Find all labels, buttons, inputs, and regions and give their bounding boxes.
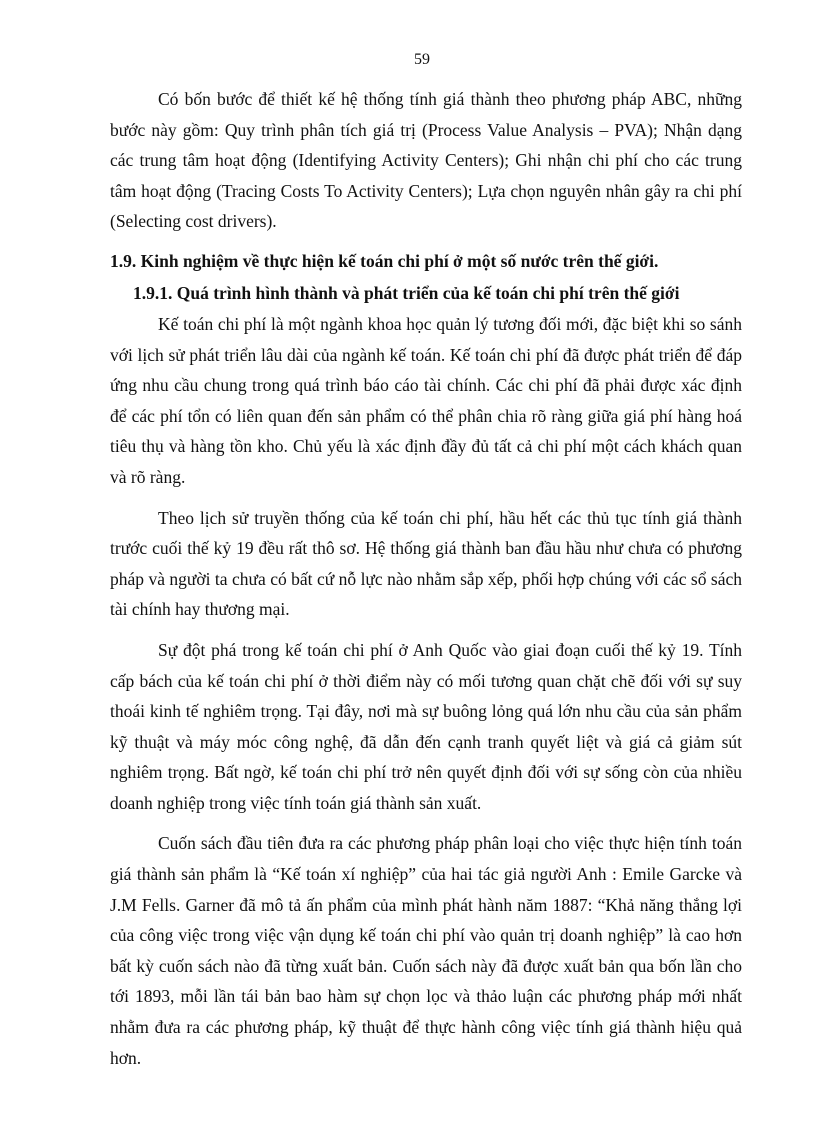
- intro-paragraph: Có bốn bước để thiết kế hệ thống tính giá thành theo phương pháp ABC, những bước này gồm: Quy trình phân tích giá trị (Process Value Analysis – PVA); Nhận dạng các trung tâm hoạt động (Identifying Activity Centers); Ghi nhận chi phí cho các trung tâm hoạt động (Tracing Costs To Activity Centers); Lựa chọn nguyên nhân gây ra chi phí (Selecting cost drivers).: [110, 89, 742, 232]
- section-heading: 1.9. Kinh nghiệm về thực hiện kế toán chi phí ở một số nước trên thế giới.: [110, 250, 659, 271]
- body-paragraph-1: Kế toán chi phí là một ngành khoa học quản lý tương đối mới, đặc biệt khi so sánh với lịch sử phát triển lâu dài của ngành kế toán. Kế toán chi phí đã được phát triển để đáp ứng nhu cầu chung trong quá trình báo cáo tài chính. Các chi phí đã phải được xác định để các phí tổn có liên quan đến sản phẩm có thể phân chia rõ ràng giữa giá phí hàng hoá tiêu thụ và hàng tồn kho. Chủ yếu là xác định đầy đủ tất cả chi phí một cách khách quan và rõ ràng.: [110, 313, 742, 487]
- body-paragraph-2: Theo lịch sử truyền thống của kế toán chi phí, hầu hết các thủ tục tính giá thành trước cuối thế kỷ 19 đều rất thô sơ. Hệ thống giá thành ban đầu hầu như chưa có phương pháp và người ta chưa có bất cứ nỗ lực nào nhằm sắp xếp, phối hợp chúng với các sổ sách tài chính hay thương mại.: [110, 507, 742, 620]
- page-content: [110, 84, 742, 1073]
- body-paragraph-4: Cuốn sách đầu tiên đưa ra các phương pháp phân loại cho việc thực hiện tính toán giá thành sản phẩm là “Kế toán xí nghiệp” của hai tác giả người Anh : Emile Garcke và J.M Fells. Garner đã mô tả ấn phẩm của mình phát hành năm 1887: “Khả năng thắng lợi của công việc trong việc vận dụng kế toán chi phí vào quản trị doanh nghiệp” là cao hơn bất kỳ cuốn sách nào đã từng xuất bản. Cuốn sách này đã được xuất bản qua bốn lần cho tới 1893, mỗi lần tái bản bao hàm sự chọn lọc và thảo luận các phương pháp mới nhất nhằm đưa ra các phương pháp, kỹ thuật để thực hành công việc tính giá thành hiệu quả hơn.: [110, 833, 742, 1068]
- subsection-heading: 1.9.1. Quá trình hình thành và phát triển của kế toán chi phí trên thế giới: [133, 282, 680, 303]
- page-number: 59: [414, 51, 430, 68]
- body-paragraph-3: Sự đột phá trong kế toán chi phí ở Anh Quốc vào giai đoạn cuối thế kỷ 19. Tính cấp bách của kế toán chi phí ở thời điểm này có mối tương quan chặt chẽ đối với sự suy thoái kinh tế nghiêm trọng. Tại đây, nơi mà sự buông lỏng quá lớn nhu cầu của sản phẩm kỹ thuật và máy móc công nghệ, đã dẫn đến cạnh tranh quyết liệt và giá cả giảm sút nghiêm trọng. Bất ngờ, kế toán chi phí trở nên quyết định đối với sự sống còn của nhiều doanh nghiệp trong việc tính toán giá thành sản xuất.: [110, 639, 742, 813]
